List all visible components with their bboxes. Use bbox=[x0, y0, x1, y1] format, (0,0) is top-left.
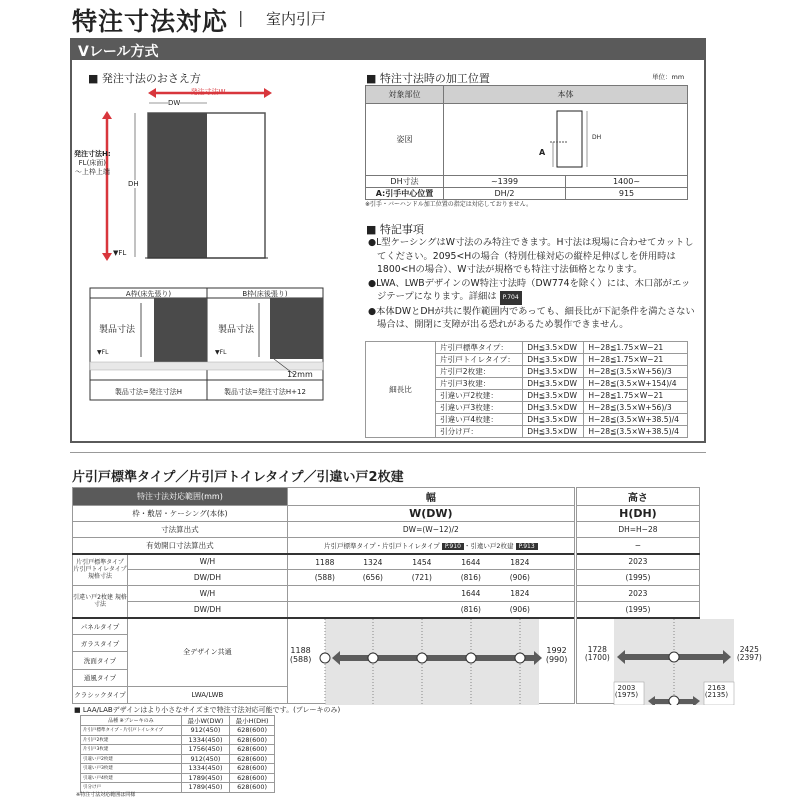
frame-a-label: A枠(床先張り) bbox=[125, 290, 172, 298]
product-size-a: 製品寸法 bbox=[99, 325, 136, 335]
w-max: 1992 bbox=[546, 645, 567, 655]
ratio-cell: H−28≦(3.5×W+56)/3 bbox=[584, 402, 688, 414]
laa-cell: 1789(450) bbox=[181, 783, 229, 793]
ratio-label: 細長比 bbox=[366, 342, 436, 438]
std-dw-values bbox=[287, 570, 575, 586]
laa-cell: 1789(450) bbox=[181, 773, 229, 783]
type-classic: クラシックタイプ bbox=[73, 686, 128, 703]
ratio-cell: H−28≦(3.5×W+56)/3 bbox=[584, 366, 688, 378]
handle-pos-v1: DH/2 bbox=[444, 188, 566, 200]
ratio-cell: H−28≦1.75×W−21 bbox=[584, 390, 688, 402]
w-max-label bbox=[546, 646, 568, 664]
height-range-chart bbox=[575, 618, 762, 704]
wh-label: W/H bbox=[128, 554, 288, 570]
ratio-cell: 片引戸3枚建： bbox=[436, 378, 523, 390]
laa-footnote: ※特注寸法対応範囲は同様 bbox=[76, 792, 136, 798]
laa-cell: 引違い戸3枚建 bbox=[81, 764, 182, 774]
type-washroom: 洗面タイプ bbox=[73, 652, 128, 669]
range-corner: 特注寸法対応範囲(mm) bbox=[73, 488, 288, 506]
formula-a: 製品寸法=発注寸法H bbox=[114, 388, 183, 396]
laa-cell: 引分け戸 bbox=[81, 783, 182, 793]
h2-min-dh: (1975) bbox=[614, 691, 639, 699]
order-h-label bbox=[74, 150, 111, 177]
size-point bbox=[669, 652, 679, 662]
laa-cell: 628(600) bbox=[230, 764, 275, 774]
h2-min-label bbox=[615, 685, 638, 700]
size-value: (906) bbox=[509, 605, 530, 614]
w-min-label bbox=[290, 646, 312, 664]
left-heading: ■ 発注寸法のおさえ方 bbox=[88, 72, 201, 85]
ratio-cell: 引分け戸： bbox=[436, 426, 523, 438]
h-max-dh: (2397) bbox=[736, 652, 762, 662]
ratio-cell: DH≦3.5×DW bbox=[523, 366, 584, 378]
ratio-cell: H−28≦(3.5×W+38.5)/4 bbox=[584, 426, 688, 438]
size-value: (588) bbox=[314, 573, 335, 582]
dh-label: DH bbox=[128, 180, 139, 188]
size-value: 1824 bbox=[510, 557, 530, 567]
laa-col: 品種 ※ブレーキのみ bbox=[81, 716, 182, 726]
slide-h: 2023 bbox=[575, 586, 699, 602]
ratio-cell: 片引戸標準タイプ： bbox=[436, 342, 523, 354]
page-ref-tag[interactable]: P.704 bbox=[500, 291, 522, 305]
range-arrow bbox=[336, 655, 534, 661]
unit-label: 単位：mm bbox=[652, 73, 685, 81]
ratio-cell: 引違い戸4枚建： bbox=[436, 414, 523, 426]
slide-w-values bbox=[287, 586, 575, 602]
h-min: 1728 bbox=[587, 644, 607, 654]
laa-row bbox=[81, 764, 275, 774]
size-value: (906) bbox=[509, 573, 530, 582]
section-bar: Vレール方式 bbox=[70, 38, 706, 60]
right-heading: ■ 特注寸法時の加工位置 bbox=[366, 72, 490, 85]
wh-label: W/H bbox=[128, 586, 288, 602]
slide-dw-values bbox=[287, 602, 575, 618]
ratio-row bbox=[366, 342, 688, 354]
row3-w-text: 片引戸標準タイプ・片引戸トイレタイプ bbox=[324, 541, 440, 550]
ratio-cell: 引違い戸3枚建： bbox=[436, 402, 523, 414]
range-table bbox=[72, 487, 762, 704]
ratio-cell: DH≦3.5×DW bbox=[523, 378, 584, 390]
design-common: 全デザイン共通 bbox=[128, 618, 288, 687]
size-value: (721) bbox=[411, 573, 432, 582]
ratio-cell: H−28≦1.75×W−21 bbox=[584, 354, 688, 366]
slenderness-table bbox=[365, 341, 688, 438]
ratio-cell: DH≦3.5×DW bbox=[523, 414, 584, 426]
laa-cell: 引違い戸2枚建 bbox=[81, 754, 182, 764]
type-glass: ガラスタイプ bbox=[73, 635, 128, 652]
size-value: 1188 bbox=[315, 557, 335, 567]
col-body: 本体 bbox=[444, 86, 688, 104]
size-point bbox=[417, 653, 427, 663]
size-value: (816) bbox=[460, 605, 481, 614]
ratio-cell: 引違い戸2枚建： bbox=[436, 390, 523, 402]
note-text: ●LWA、LWBデザインのW特注寸法時（DW774を除く）には、木口部がエッジテープになります。詳細は bbox=[368, 277, 691, 302]
divider bbox=[70, 452, 706, 453]
handle-pos-v2: 915 bbox=[566, 188, 688, 200]
laa-cell: 片引戸3枚建 bbox=[81, 745, 182, 755]
h2-max-dh: (2135) bbox=[704, 691, 729, 699]
fl-label-a: ▼FL bbox=[97, 349, 109, 356]
laa-cell: 628(600) bbox=[230, 745, 275, 755]
ratio-cell: DH≦3.5×DW bbox=[523, 426, 584, 438]
width-range-svg bbox=[288, 619, 576, 705]
title-separator: | bbox=[238, 8, 244, 27]
row1-w: W(DW) bbox=[287, 506, 575, 522]
laa-cell: 片引戸標準タイプ・片引戸トイレタイプ bbox=[81, 726, 182, 736]
h-min-dh: (1700) bbox=[584, 652, 610, 662]
h-min-label bbox=[585, 646, 610, 662]
row3-w bbox=[287, 538, 575, 554]
dh-size-v2: 1400~ bbox=[566, 176, 688, 188]
ratio-cell: DH≦3.5×DW bbox=[523, 390, 584, 402]
ratio-cell: 片引戸トイレタイプ： bbox=[436, 354, 523, 366]
h-max: 2425 bbox=[739, 644, 759, 654]
row3-w-mid: ・引違い戸2枚建 bbox=[463, 541, 514, 550]
processing-table bbox=[365, 85, 688, 200]
note-item: ●L型ケーシングはW寸法のみ特注できます。H寸法は現場に合わせてカットしてください。2095<Hの場合（特別仕様対応の縦枠足伸ばしを併用時は1800<Hの場合）、W寸法が規格でも特注寸法価格となります。 bbox=[368, 237, 694, 275]
ratio-cell: DH≦3.5×DW bbox=[523, 342, 584, 354]
width-header: 幅 bbox=[287, 488, 575, 506]
door-figure bbox=[444, 104, 688, 176]
laa-row bbox=[81, 745, 275, 755]
std-dh: (1995) bbox=[575, 570, 699, 586]
order-w-label: 発注寸法W bbox=[190, 88, 226, 96]
size-point bbox=[515, 653, 525, 663]
size-value: 1644 bbox=[461, 589, 481, 598]
row2-w: DW=(W−12)/2 bbox=[287, 522, 575, 538]
size-point bbox=[368, 653, 378, 663]
dwdh-label: DW/DH bbox=[128, 570, 288, 586]
range-shade bbox=[325, 619, 539, 705]
laa-col: 最小H(DH) bbox=[230, 716, 275, 726]
ratio-cell: 片引戸2枚建： bbox=[436, 366, 523, 378]
width-range-chart bbox=[287, 618, 575, 704]
design-lw: LWA/LWB bbox=[128, 686, 288, 703]
handle-pos-label: A:引手中心位置 bbox=[366, 188, 444, 200]
laa-row bbox=[81, 735, 275, 745]
laa-cell: 628(600) bbox=[230, 726, 275, 736]
w-min: 1188 bbox=[290, 645, 311, 655]
row1-label: 枠・敷居・ケーシング(本体) bbox=[73, 506, 288, 522]
std-h: 2023 bbox=[575, 554, 699, 570]
size-value: 1644 bbox=[461, 557, 481, 567]
w-min-dw: (588) bbox=[289, 654, 312, 664]
laa-row bbox=[81, 754, 275, 764]
notes-heading: ■ 特記事項 bbox=[366, 223, 424, 236]
page-subtitle: 室内引戸 bbox=[266, 10, 327, 28]
dw-label: DW bbox=[168, 99, 181, 107]
processing-note: ※引手・バーハンドル加工位置の指定は対応しておりません。 bbox=[365, 201, 533, 208]
order-h-line: 発注寸法H: bbox=[74, 150, 111, 158]
std-label: 片引戸標準タイプ 片引戸トイレタイプ 規格寸法 bbox=[73, 554, 128, 586]
row2-label: 寸法算出式 bbox=[73, 522, 288, 538]
fig-a-label: A bbox=[539, 148, 546, 157]
size-value: 1824 bbox=[510, 589, 530, 598]
std-w-values bbox=[287, 554, 575, 570]
formula-b: 製品寸法=発注寸法H+12 bbox=[224, 388, 306, 396]
w-max-dw: (990) bbox=[545, 654, 568, 664]
height-header: 高さ bbox=[575, 488, 699, 506]
dh-size-v1: ~1399 bbox=[444, 176, 566, 188]
laa-cell: 片引戸2枚建 bbox=[81, 735, 182, 745]
size-value: (656) bbox=[362, 573, 383, 582]
laa-table bbox=[80, 715, 275, 793]
laa-heading: ■ LAA/LABデザインはより小さなサイズまで特注寸法対応可能です。(ブレーキのみ) bbox=[74, 706, 341, 714]
page-ref-tag[interactable]: P.910 bbox=[442, 543, 464, 550]
ratio-cell: H−28≦(3.5×W+154)/4 bbox=[584, 378, 688, 390]
type-ventilation: 通風タイプ bbox=[73, 669, 128, 686]
frame-b-label: B枠(床後張り) bbox=[242, 290, 288, 298]
door-outline-icon bbox=[444, 105, 687, 175]
size-value: 1324 bbox=[363, 557, 383, 567]
laa-col: 最小W(DW) bbox=[181, 716, 229, 726]
order-h-line: ～上枠上端 bbox=[74, 168, 110, 176]
range-heading: 片引戸標準タイプ／片引戸トイレタイプ／引違い戸2枚建 bbox=[72, 470, 404, 485]
slide-dh: (1995) bbox=[575, 602, 699, 618]
h-max-label bbox=[737, 646, 762, 662]
laa-cell: 628(600) bbox=[230, 735, 275, 745]
ratio-cell: H−28≦(3.5×W+38.5)/4 bbox=[584, 414, 688, 426]
dwdh-label: DW/DH bbox=[128, 602, 288, 618]
h2-min: 2003 bbox=[617, 683, 636, 692]
ratio-cell: DH≦3.5×DW bbox=[523, 354, 584, 366]
h2-max: 2163 bbox=[707, 683, 726, 692]
row-figure-label: 姿図 bbox=[366, 104, 444, 176]
fl-label: ▼FL bbox=[113, 249, 127, 257]
laa-header bbox=[81, 716, 275, 726]
product-size-b: 製品寸法 bbox=[218, 325, 255, 335]
laa-cell: 912(450) bbox=[181, 726, 229, 736]
row3-label: 有効開口寸法算出式 bbox=[73, 538, 288, 554]
laa-cell: 1334(450) bbox=[181, 764, 229, 774]
row1-h: H(DH) bbox=[575, 506, 699, 522]
dh-size-label: DH寸法 bbox=[366, 176, 444, 188]
laa-cell: 引違い戸4枚建 bbox=[81, 773, 182, 783]
type-panel: パネルタイプ bbox=[73, 618, 128, 635]
size-point bbox=[466, 653, 476, 663]
gap-label: 12mm bbox=[287, 370, 313, 379]
laa-cell: 628(600) bbox=[230, 783, 275, 793]
order-h-line: FL(床面) bbox=[78, 159, 107, 167]
laa-cell: 628(600) bbox=[230, 773, 275, 783]
row2-h: DH=H−28 bbox=[575, 522, 699, 538]
size-value: 1454 bbox=[412, 557, 432, 567]
fl-label-b: ▼FL bbox=[215, 349, 227, 356]
ratio-cell: H−28≦1.75×W−21 bbox=[584, 342, 688, 354]
ratio-cell: DH≦3.5×DW bbox=[523, 402, 584, 414]
fig-dh-label: DH bbox=[592, 134, 602, 141]
laa-cell: 628(600) bbox=[230, 754, 275, 764]
laa-row bbox=[81, 726, 275, 736]
laa-cell: 1756(450) bbox=[181, 745, 229, 755]
page-title: 特注寸法対応 bbox=[72, 7, 229, 36]
notes-list bbox=[368, 236, 698, 332]
laa-cell: 912(450) bbox=[181, 754, 229, 764]
laa-row bbox=[81, 773, 275, 783]
size-point bbox=[669, 696, 679, 705]
slide-label: 引違い戸2枚建 規格寸法 bbox=[73, 586, 128, 618]
h2-max-label bbox=[705, 685, 728, 700]
note-item bbox=[368, 277, 698, 305]
size-point bbox=[320, 653, 330, 663]
size-value: (816) bbox=[460, 573, 481, 582]
laa-cell: 1334(450) bbox=[181, 735, 229, 745]
note-item: ●本体DWとDHが共に製作範囲内であっても、細長比が下記条件を満たさない場合は、開閉に支障が出る恐れがあるため製作できません。 bbox=[368, 305, 695, 330]
height-range-svg bbox=[577, 619, 800, 705]
page-ref-tag[interactable]: P.913 bbox=[516, 543, 538, 550]
row3-h: − bbox=[575, 538, 699, 554]
col-target: 対象部位 bbox=[366, 86, 444, 104]
